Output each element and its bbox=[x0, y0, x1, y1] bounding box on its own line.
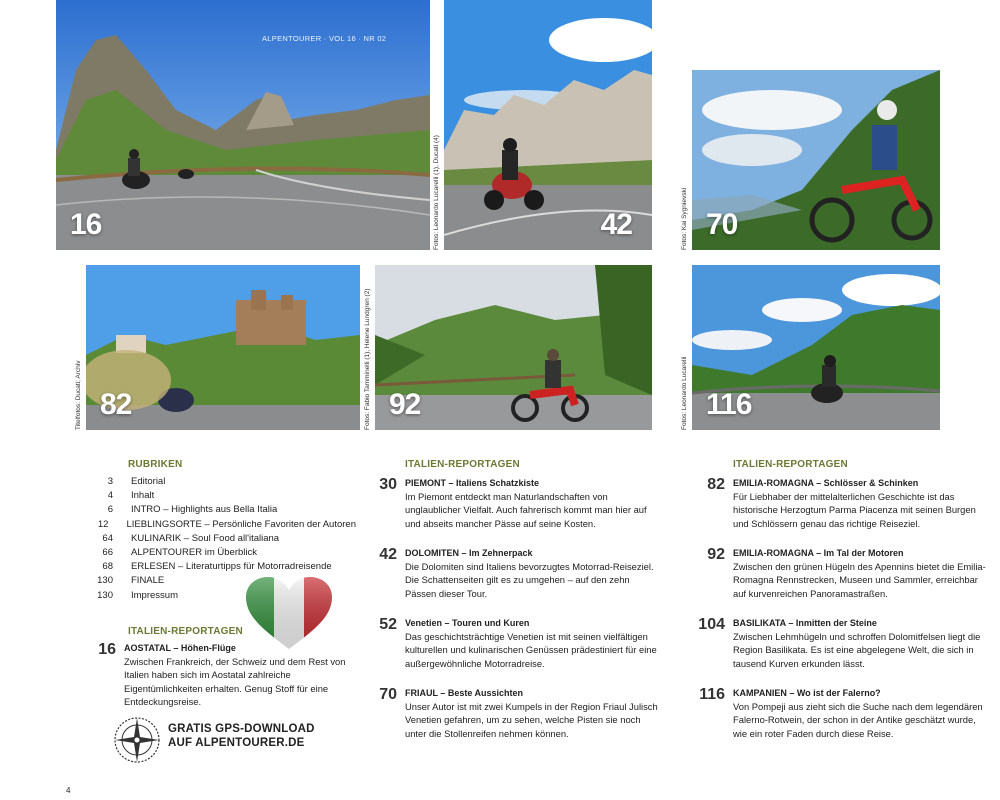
page-number: 4 bbox=[66, 786, 71, 795]
list-item bbox=[96, 489, 356, 503]
photo-credit: Titelfotos: Ducati; Archiv bbox=[75, 360, 82, 430]
photo-credit: Fotos: Fabio Tamminelli (1), Helene Lundgren (2) bbox=[364, 288, 371, 430]
item-label: FINALE bbox=[131, 575, 165, 587]
item-label: ALPENTOURER im Überblick bbox=[131, 547, 257, 559]
page-ref: 130 bbox=[97, 589, 113, 601]
section-heading: ITALIEN-REPORTAGEN bbox=[733, 459, 848, 470]
photo-credit: Fotos: Leonardo Lucarelli bbox=[681, 356, 688, 430]
section-heading-rubriken: RUBRIKEN bbox=[128, 459, 183, 470]
photo-page-number: 42 bbox=[600, 208, 632, 241]
entry-page: 82 bbox=[707, 476, 725, 493]
compass-icon bbox=[112, 715, 162, 765]
entry-title: AOSTATAL – Höhen-Flüge bbox=[124, 643, 236, 653]
list-item bbox=[96, 475, 356, 489]
photo-page-number: 82 bbox=[100, 388, 132, 421]
entry-page: 42 bbox=[379, 546, 397, 563]
entry-page: 92 bbox=[707, 546, 725, 563]
photo-kampanien bbox=[692, 265, 940, 430]
photo-credit: Fotos: Kai Sygnievski bbox=[681, 187, 688, 250]
item-label: Impressum bbox=[131, 589, 178, 601]
entry-page: 52 bbox=[379, 616, 397, 633]
entry-body: Zwischen Frankreich, der Schweiz und dem Rest von Italien haben sich im Aostatal zahlreiche Eigentümlichkeiten erhalten. Genug Stoff für eine Entdeckungsreise. bbox=[124, 656, 346, 708]
entry-title: EMILIA-ROMAGNA – Im Tal der Motoren bbox=[733, 548, 904, 558]
toc-entry bbox=[707, 546, 988, 600]
entry-body: Das geschichtsträchtige Venetien ist mit seinen vielfältigen kulturellen und kulinarischen Genüssen prädestiniert für eine außergewöhnliche Motorradreise. bbox=[405, 631, 657, 669]
photo-emilia-motoren bbox=[375, 265, 652, 430]
photo-page-number: 116 bbox=[706, 388, 752, 421]
photo-emilia-schloesser bbox=[86, 265, 360, 430]
list-item bbox=[96, 546, 356, 560]
entry-body: Die Dolomiten sind Italiens bevorzugtes Motorrad-Reiseziel. Die Schattenseiten gilt es zu umgehen – auf den zehn Pässen dieser Tour. bbox=[405, 561, 654, 599]
toc-entry bbox=[98, 641, 364, 709]
photo-page-number: 16 bbox=[70, 208, 102, 241]
entry-title: PIEMONT – Italiens Schatzkiste bbox=[405, 478, 540, 488]
entry-body: Im Piemont entdeckt man Naturlandschaften von unglaublicher Vielfalt. Auch fahrerisch kommt man hier auf und abseits mancher Pässe auf seine Kosten. bbox=[405, 491, 647, 529]
entry-title: Venetien – Touren und Kuren bbox=[405, 618, 530, 628]
item-label: ERLESEN – Literaturtipps für Motorradreisende bbox=[131, 561, 332, 573]
entry-page: 16 bbox=[98, 641, 116, 658]
entry-title: FRIAUL – Beste Aussichten bbox=[405, 688, 524, 698]
item-label: LIEBLINGSORTE – Persönliche Favoriten der Autoren bbox=[126, 518, 356, 530]
entry-title: EMILIA-ROMAGNA – Schlösser & Schinken bbox=[733, 478, 919, 488]
page-ref: 130 bbox=[97, 575, 113, 587]
page-ref: 6 bbox=[107, 504, 113, 516]
entry-title: BASILIKATA – Inmitten der Steine bbox=[733, 618, 877, 628]
photo-dolomiten bbox=[444, 0, 652, 250]
toc-entry bbox=[379, 616, 660, 670]
entry-body: Unser Autor ist mit zwei Kumpels in der Region Friaul Julisch Venetien gefahren, um zu sehen, welche Pisten sie noch unter die Stollenreifen nehmen können. bbox=[405, 701, 658, 739]
entry-page: 70 bbox=[379, 686, 397, 703]
list-item bbox=[96, 518, 356, 532]
toc-entry bbox=[379, 686, 660, 740]
list-item bbox=[96, 560, 356, 574]
section-heading: ITALIEN-REPORTAGEN bbox=[128, 626, 243, 637]
entry-page: 116 bbox=[699, 686, 725, 703]
entry-body: Für Liebhaber der mittelalterlichen Geschichte ist das historische Herzogtum Parma Piacenza mit seinen Burgen und Schlössern genau das richtige Reiseziel. bbox=[733, 491, 976, 529]
page-ref: 12 bbox=[97, 518, 109, 530]
item-label: Inhalt bbox=[131, 490, 155, 502]
list-item bbox=[96, 503, 356, 517]
entry-page: 104 bbox=[698, 616, 725, 633]
photo-page-number: 70 bbox=[706, 208, 738, 241]
photo-credit: Fotos: Leonardo Lucarelli (1), Ducati (4) bbox=[433, 135, 440, 250]
item-label: INTRO – Highlights aus Bella Italia bbox=[131, 504, 278, 516]
entry-title: KAMPANIEN – Wo ist der Falerno? bbox=[733, 688, 881, 698]
page-ref: 64 bbox=[102, 532, 113, 544]
page-ref: 66 bbox=[102, 547, 113, 559]
entry-body: Zwischen den grünen Hügeln des Apennins bietet die Emilia-Romagna Rennstrecken, Museen und Sammler, erreichbar auf kurvenreichen Panoramastraßen. bbox=[733, 561, 986, 599]
page-ref: 4 bbox=[107, 490, 113, 502]
entry-body: Von Pompeji aus zieht sich die Suche nach dem legendären Falerno-Rotwein, der schon in der Antike geschätzt wurde, wie ein roter Faden durch diese Reise. bbox=[733, 701, 983, 739]
toc-entry bbox=[698, 616, 988, 670]
gps-line-1: GRATIS GPS-DOWNLOAD bbox=[168, 723, 315, 735]
gps-download-note bbox=[168, 722, 315, 750]
page-ref: 3 bbox=[107, 476, 113, 487]
page-ref: 68 bbox=[102, 561, 113, 573]
photo-friaul bbox=[692, 70, 940, 250]
toc-entry bbox=[379, 546, 660, 600]
photo-page-number: 92 bbox=[389, 388, 421, 421]
toc-entry bbox=[379, 476, 660, 530]
gps-line-2: AUF ALPENTOURER.DE bbox=[168, 737, 305, 749]
list-item bbox=[96, 532, 356, 546]
magazine-header: ALPENTOURER · VOL 16 · NR 02 bbox=[262, 34, 387, 43]
item-label: KULINARIK – Soul Food all'italiana bbox=[131, 532, 280, 544]
toc-entry bbox=[707, 476, 988, 530]
entry-page: 30 bbox=[379, 476, 397, 493]
section-heading: ITALIEN-REPORTAGEN bbox=[405, 459, 520, 470]
entry-body: Zwischen Lehmhügeln und schroffen Dolomitfelsen liegt die Region Basilikata. Es ist eine abgelegene Welt, die sich in tausend Kurven erkunden lässt. bbox=[733, 631, 981, 669]
item-label: Editorial bbox=[131, 476, 166, 487]
italy-heart-icon bbox=[244, 575, 334, 651]
entry-title: DOLOMITEN – Im Zehnerpack bbox=[405, 548, 533, 558]
toc-entry bbox=[699, 686, 988, 740]
